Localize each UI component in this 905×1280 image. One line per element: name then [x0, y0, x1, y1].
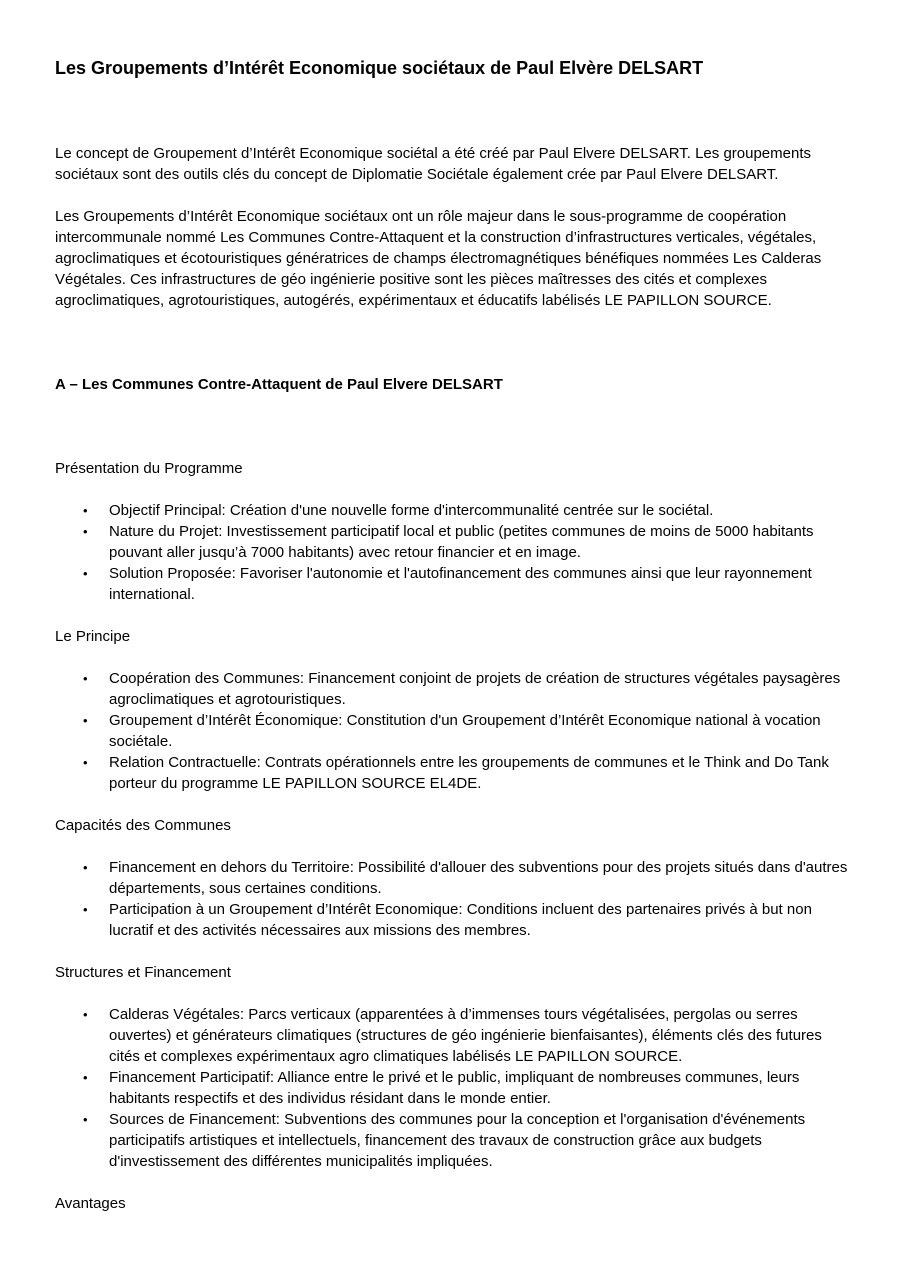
subsection-heading-avantages: Avantages [55, 1195, 126, 1212]
bullet-icon: • [83, 1070, 88, 1085]
bullet-icon: • [83, 1007, 88, 1022]
list-item: • Calderas Végétales: Parcs verticaux (apparentées à d’immenses tours végétalisées, pergolas ou serres ouvertes) et générateurs climatiques (structures de géo ingénierie bienfaisantes), éléments clés des futures cités et complexes expérimentaux agro climatiques labélisés LE PAPILLON SOURCE. [83, 1006, 822, 1065]
bullet-icon: • [83, 902, 88, 917]
list-item: • Sources de Financement: Subventions des communes pour la conception et l'organisation d'événements participatifs artistiques et intellectuels, financement des travaux de construction grâce aux budgets d'investissement des différentes municipalités impliquées. [83, 1111, 806, 1170]
list-item: • Objectif Principal: Création d'une nouvelle forme d'intercommunalité centrée sur le sociétal. [83, 502, 714, 519]
bullet-list-presentation [55, 500, 855, 605]
section-a-heading: A – Les Communes Contre-Attaquent de Paul Elvere DELSART [55, 376, 503, 393]
list-item: • Financement Participatif: Alliance entre le privé et le public, impliquant de nombreuses communes, leurs habitants respectifs et des individus résidant dans le monde entier. [83, 1069, 800, 1107]
subsection-heading-capacites: Capacités des Communes [55, 817, 231, 834]
list-item: • Coopération des Communes: Financement conjoint de projets de création de structures végétales paysagères agroclimatiques et agrotouristiques. [83, 670, 841, 708]
bullet-icon: • [83, 755, 88, 770]
intro-paragraph-2: Les Groupements d’Intérêt Economique sociétaux ont un rôle majeur dans le sous-programme de coopération intercommunale nommé Les Communes Contre-Attaquent et la construction d’infrastructures verticales, végétales, agroclimatiques et écotouristiques génératrices de champs électromagnétiques bénéfiques nommées Les Calderas Végétales. Ces infrastructures de géo ingénierie positive sont les pièces maîtresses des cités et complexes agroclimatiques, agrotouristiques, autogérés, expérimentaux et éducatifs labélisés LE PAPILLON SOURCE. [55, 208, 822, 309]
bullet-icon: • [83, 713, 88, 728]
subsection-heading-principe: Le Principe [55, 628, 131, 645]
list-item: • Solution Proposée: Favoriser l'autonomie et l'autofinancement des communes ainsi que leur rayonnement international. [83, 565, 812, 603]
bullet-icon: • [83, 503, 88, 518]
subsection-heading-presentation: Présentation du Programme [55, 460, 243, 477]
bullet-list-capacites [55, 857, 855, 941]
bullet-icon: • [83, 524, 88, 539]
list-item: • Groupement d’Intérêt Économique: Constitution d'un Groupement d’Intérêt Economique national à vocation sociétale. [83, 712, 821, 750]
list-item: • Financement en dehors du Territoire: Possibilité d'allouer des subventions pour des projets situés dans d'autres départements, sous certaines conditions. [83, 859, 848, 897]
bullet-list-structures [55, 1004, 855, 1172]
intro-paragraph-1: Le concept de Groupement d’Intérêt Economique sociétal a été créé par Paul Elvere DELSART. Les groupements sociétaux sont des outils clés du concept de Diplomatie Sociétale également crée par Paul Elvere DELSART. [55, 145, 811, 183]
list-item: • Participation à un Groupement d’Intérêt Economique: Conditions incluent des partenaires privés à but non lucratif et des activités nécessaires aux missions des membres. [83, 901, 812, 939]
bullet-icon: • [83, 671, 88, 686]
bullet-icon: • [83, 1112, 88, 1127]
list-item: • Nature du Projet: Investissement participatif local et public (petites communes de moins de 5000 habitants pouvant aller jusqu’à 7000 habitants) avec retour financier et en image. [83, 523, 814, 561]
list-item: • Relation Contractuelle: Contrats opérationnels entre les groupements de communes et le Think and Do Tank porteur du programme LE PAPILLON SOURCE EL4DE. [83, 754, 829, 792]
bullet-list-principe [55, 668, 855, 794]
bullet-icon: • [83, 566, 88, 581]
subsection-heading-structures: Structures et Financement [55, 964, 231, 981]
bullet-icon: • [83, 860, 88, 875]
document-title: Les Groupements d’Intérêt Economique sociétaux de Paul Elvère DELSART [55, 58, 704, 78]
